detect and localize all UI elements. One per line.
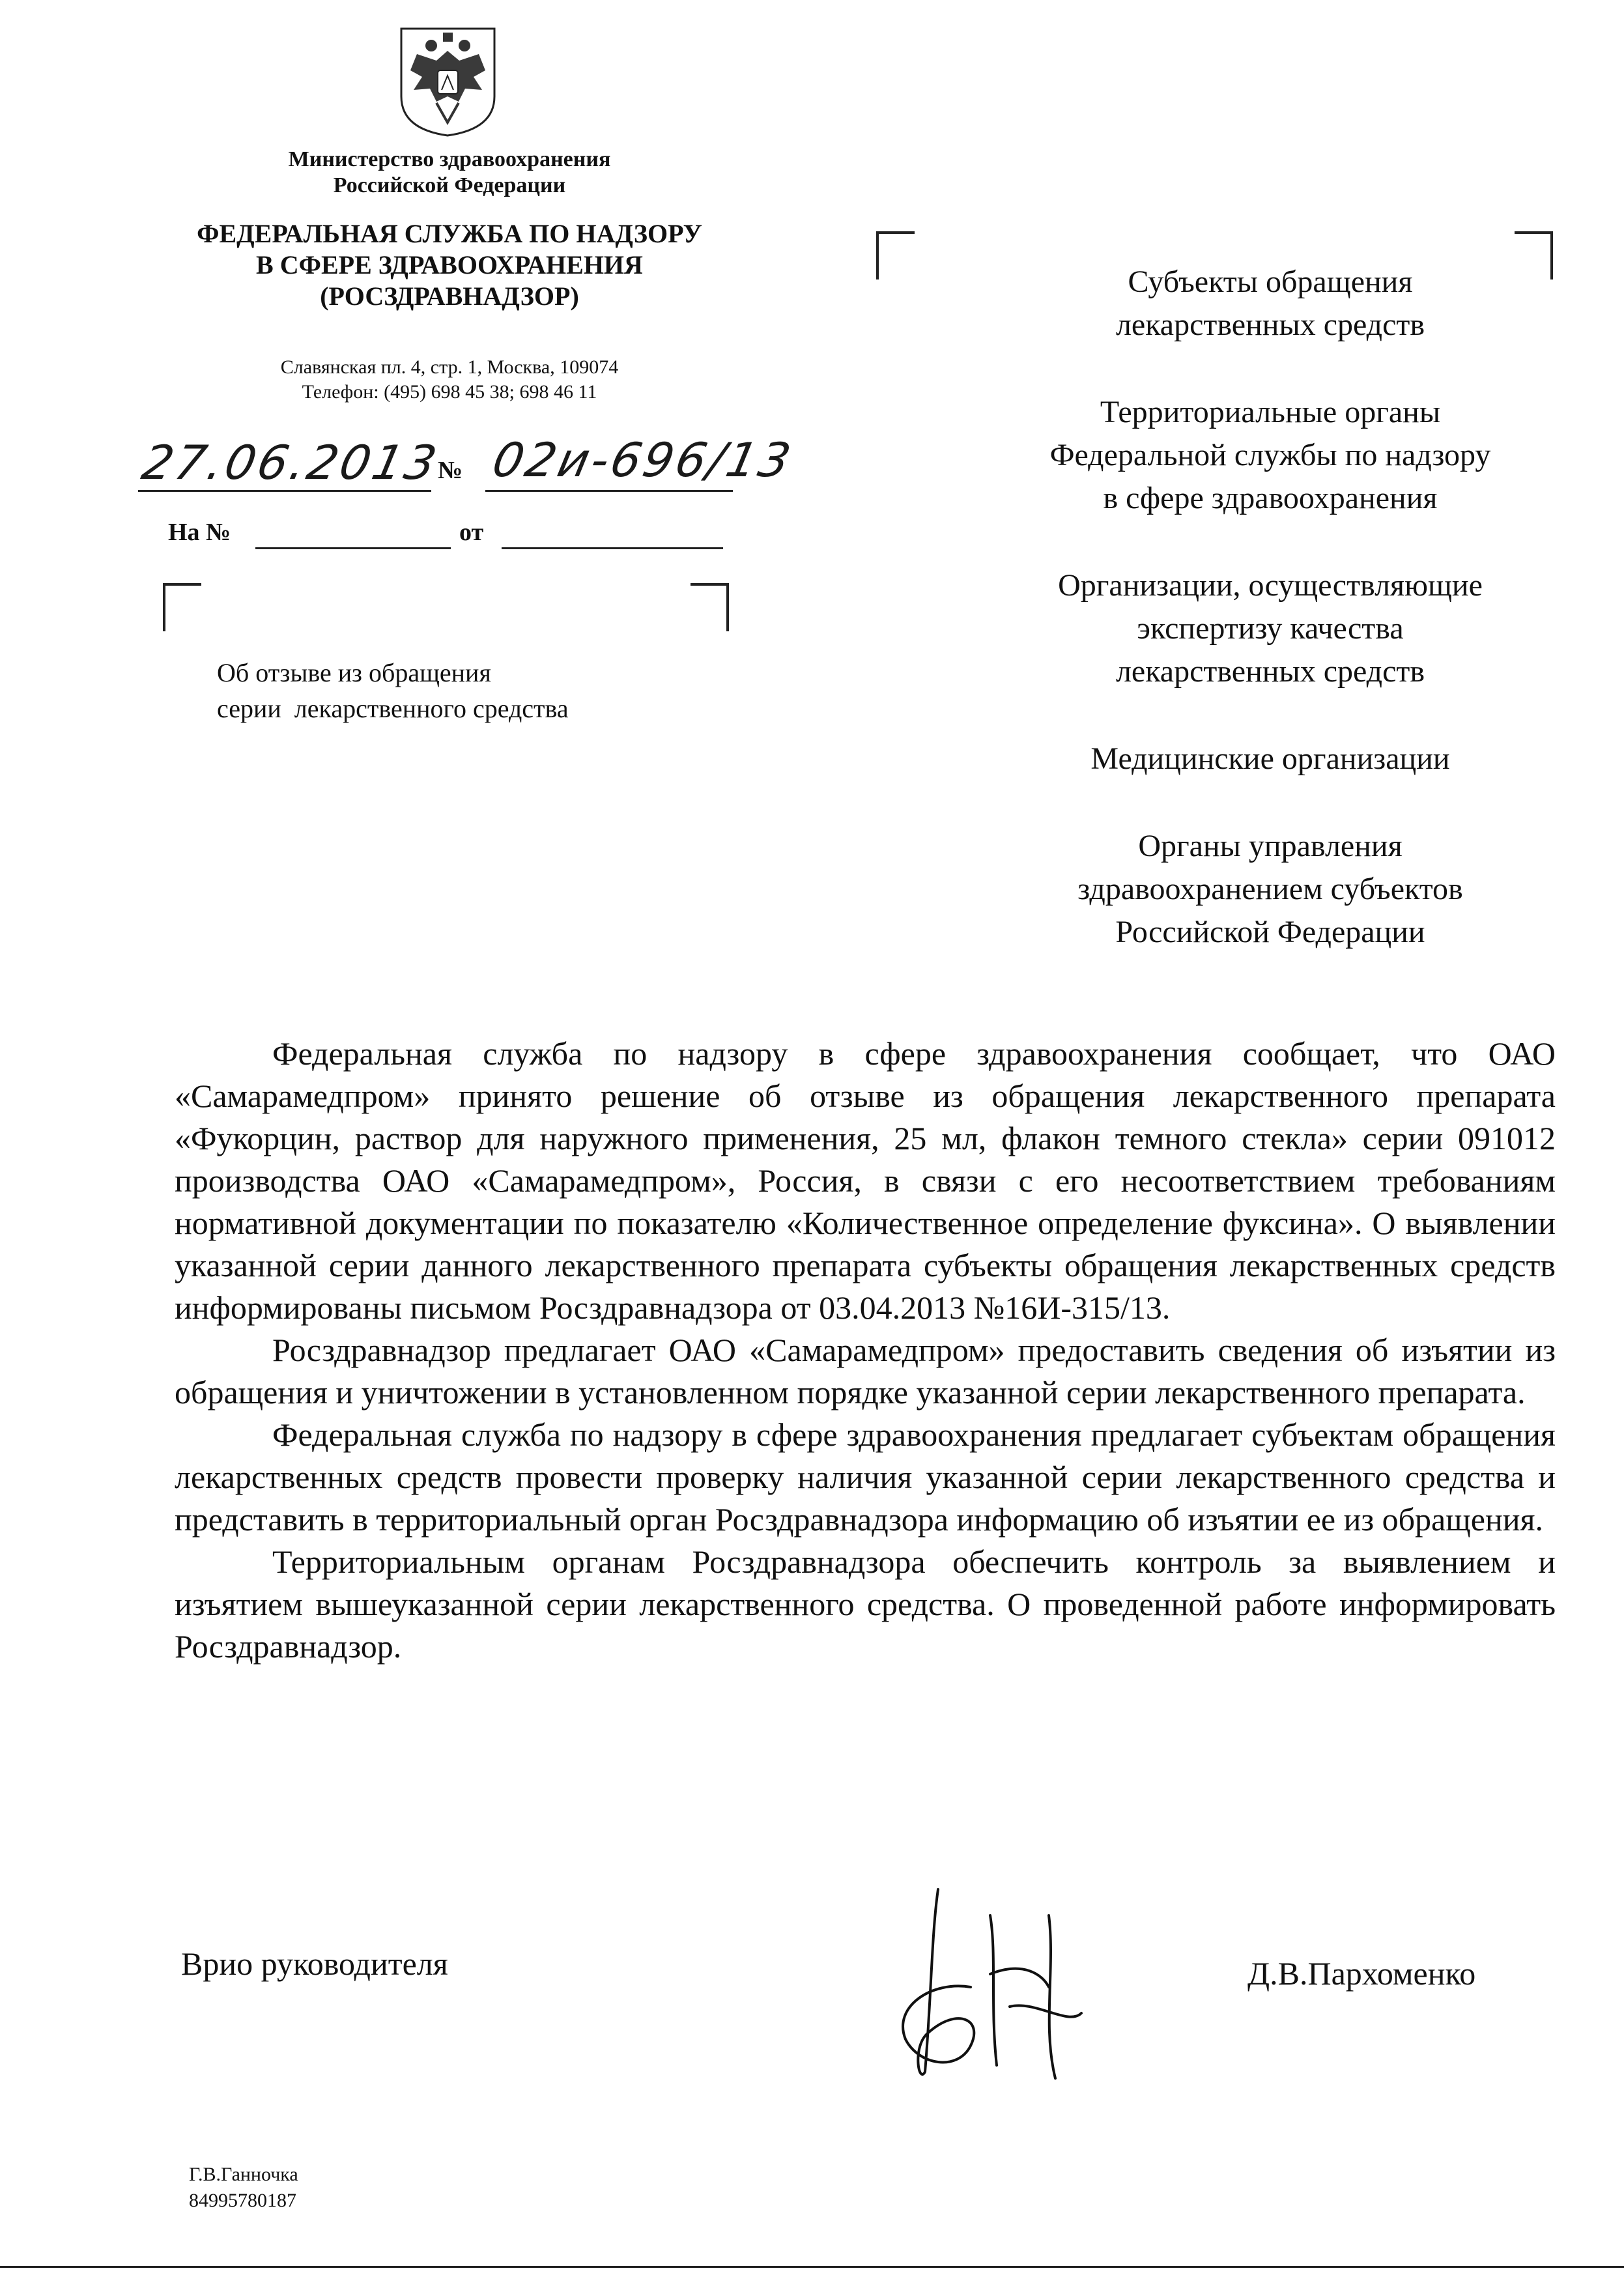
body-paragraph: Федеральная служба по надзору в сфере здравоохранения предлагает субъектам обращения лекарственных средств провести проверку наличия указанной серии лекарственного средства и представить в территориальный орган Росздравнадзора информацию об изъятии ее из обращения. xyxy=(175,1416,1556,1538)
page-edge-line xyxy=(0,2266,1624,2268)
number-label: № xyxy=(438,457,463,484)
recipient-group: Субъекты обращения лекарственных средств xyxy=(1115,265,1425,342)
corner-bracket xyxy=(163,583,201,631)
ref-number-blank xyxy=(255,547,451,549)
signer-position: Врио руководителя xyxy=(181,1945,448,1982)
signer-name: Д.В.Пархоменко xyxy=(1247,1955,1476,1992)
handwritten-signature xyxy=(892,1876,1094,2091)
recipients-block xyxy=(945,261,1596,998)
recipient-group: Организации, осуществляющие экспертизу качества лекарственных средств xyxy=(1058,568,1483,689)
subject-line: Об отзыве из обращения серии лекарственного средства xyxy=(217,658,569,723)
body-paragraph: Федеральная служба по надзору в сфере здравоохранения сообщает, что ОАО «Самарамедпром» принято решение об отзыве из обращения лекарственного препарата «Фукорцин, раствор для наружного применения, 25 мл, флакон темного стекла» серии 091012 производства ОАО «Самарамедпром», Россия, в связи с его несоответствием требованиям нормативной документации по показателю «Количественное определение фуксина». О выявлении указанной серии данного лекарственного препарата субъекты обращения лекарственных средств информированы письмом Росздравнадзора от 03.04.2013 №16И-315/13. xyxy=(175,1035,1556,1326)
number-underline xyxy=(485,490,733,492)
service-name: ФЕДЕРАЛЬНАЯ СЛУЖБА ПО НАДЗОРУ В СФЕРЕ ЗДРАВООХРАНЕНИЯ (РОСЗДРАВНАДЗОР) xyxy=(197,219,702,311)
corner-bracket xyxy=(691,583,729,631)
phone: Телефон: (495) 698 45 38; 698 46 11 xyxy=(302,381,597,403)
recipient-group: Органы управления здравоохранением субъектов Российской Федерации xyxy=(1077,829,1463,949)
ministry-name: Министерство здравоохранения Российской Федерации xyxy=(288,147,611,197)
address: Славянская пл. 4, стр. 1, Москва, 109074 xyxy=(280,356,619,378)
document-number: 02и-696/13 xyxy=(488,433,798,487)
executor-phone: 84995780187 xyxy=(189,2190,296,2211)
recipient-group: Территориальные органы Федеральной службы по надзору в сфере здравоохранения xyxy=(1049,395,1491,515)
body-paragraph: Территориальным органам Росздравнадзора обеспечить контроль за выявлением и изъятием вышеуказанной серии лекарственного средства. О проведенной работе информировать Росздравнадзор. xyxy=(175,1543,1556,1665)
ref-number-label: На № xyxy=(168,519,231,546)
executor-name: Г.В.Ганночка xyxy=(189,2164,298,2185)
letter-body xyxy=(175,1033,1556,1668)
ref-from-blank xyxy=(502,547,723,549)
coat-of-arms-icon xyxy=(397,25,498,139)
ref-from-label: от xyxy=(459,519,484,546)
recipient-group: Медицинские организации xyxy=(1090,741,1450,776)
document-date: 27.06.2013 xyxy=(137,435,444,490)
body-paragraph: Росздравнадзор предлагает ОАО «Самарамедпром» предоставить сведения об изъятии из обращения и уничтожении в установленном порядке указанной серии лекарственного препарата. xyxy=(175,1332,1556,1411)
contact-block xyxy=(189,355,710,405)
executor-block xyxy=(189,2162,298,2214)
date-underline xyxy=(138,490,431,492)
corner-bracket xyxy=(876,231,915,279)
